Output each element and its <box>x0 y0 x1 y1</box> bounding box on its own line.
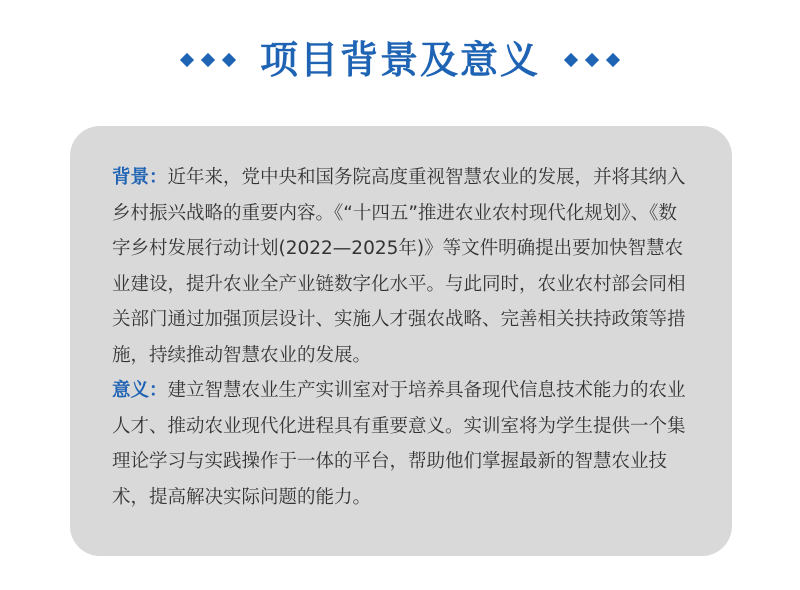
content-card <box>70 126 732 556</box>
diamond-icon <box>201 53 215 67</box>
diamond-icon <box>606 53 620 67</box>
section-header <box>0 28 800 92</box>
significance-text: 建立智慧农业生产实训室对于培养具备现代信息技术能力的农业人才、推动农业现代化进程具有重要意义。实训室将为学生提供一个集理论学习与实践操作于一体的平台，帮助他们掌握最新的智慧农业技术，提高解决实际问题的能力。 <box>112 380 686 508</box>
background-label: 背景： <box>112 167 168 188</box>
significance-label: 意义： <box>112 380 168 401</box>
background-paragraph <box>112 160 694 373</box>
diamond-icon <box>222 53 236 67</box>
diamond-icon <box>585 53 599 67</box>
page-title: 项目背景及意义 <box>259 38 540 82</box>
left-diamond-decoration <box>182 55 234 65</box>
right-diamond-decoration <box>566 55 618 65</box>
significance-paragraph <box>112 373 694 515</box>
background-text: 近年来，党中央和国务院高度重视智慧农业的发展，并将其纳入乡村振兴战略的重要内容。《“十四五”推进农业农村现代化规划》、《数字乡村发展行动计划(2022—2025年)》等文件明确提出要加快智慧农业建设，提升农业全产业链数字化水平。与此同时，农业农村部会同相关部门通过加强顶层设计、实施人才强农战略、完善相关扶持政策等措施，持续推动智慧农业的发展。 <box>112 167 686 366</box>
diamond-icon <box>564 53 578 67</box>
diamond-icon <box>180 53 194 67</box>
